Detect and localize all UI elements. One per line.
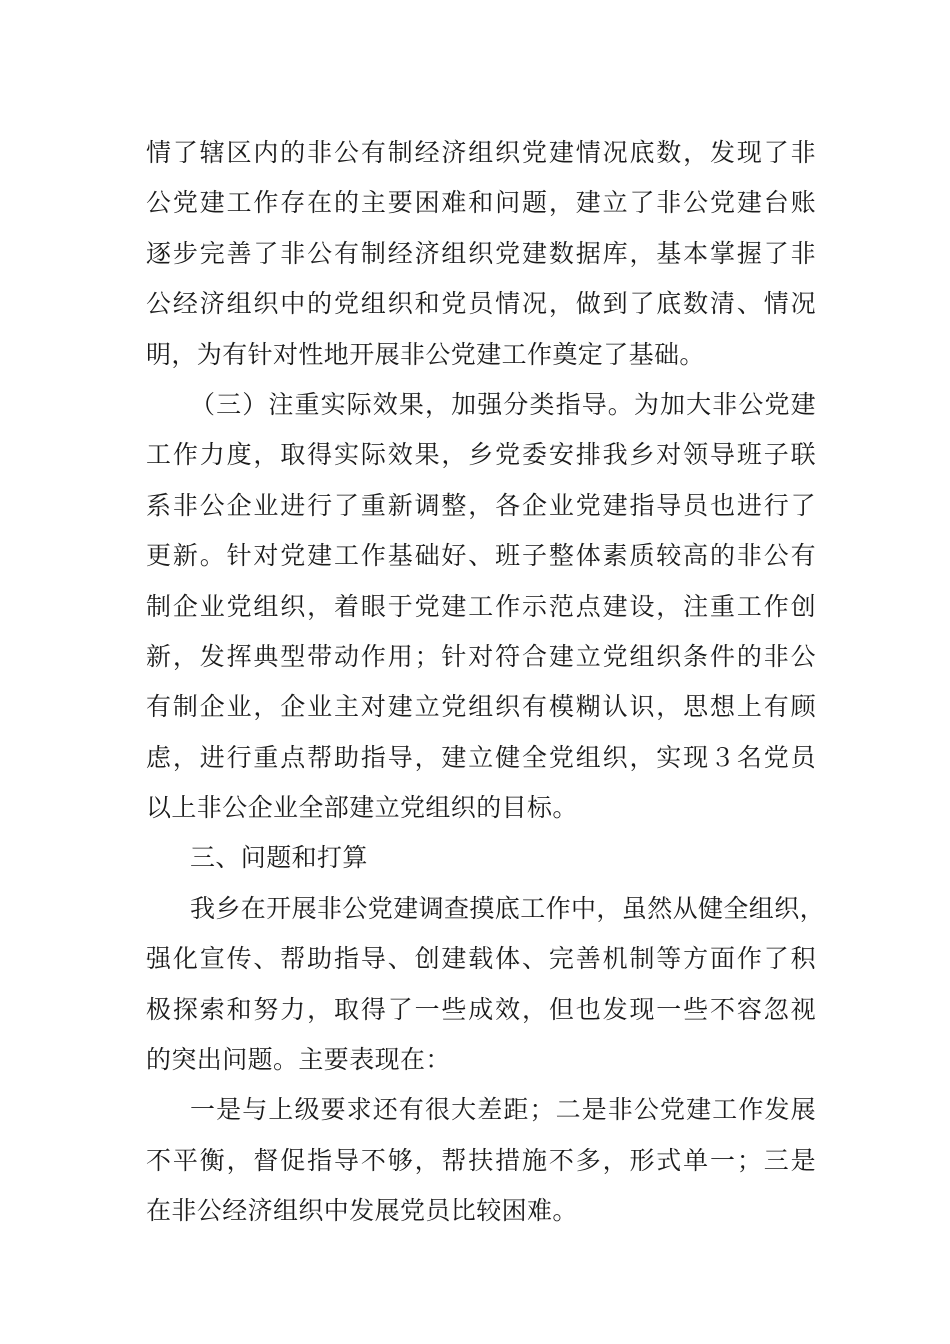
text-line: 虑，进行重点帮助指导，建立健全党组织，实现３名党员 [146, 742, 816, 772]
text-line: 在非公经济组织中发展党员比较困难。 [146, 1196, 578, 1226]
text-line: 极探索和努力，取得了一些成效，但也发现一些不容忽视 [146, 994, 816, 1024]
body-text [146, 128, 826, 1237]
text-line: 情了辖区内的非公有制经济组织党建情况底数，发现了非 [146, 138, 816, 167]
text-line: 新，发挥典型带动作用；针对符合建立党组织条件的非公 [146, 641, 816, 671]
text-line: 的突出问题。主要表现在： [146, 1045, 451, 1075]
text-line: 工作力度，取得实际效果，乡党委安排我乡对领导班子联 [146, 440, 816, 470]
text-line: 公经济组织中的党组织和党员情况，做到了底数清、情况 [146, 289, 816, 319]
text-line: 制企业党组织，着眼于党建工作示范点建设，注重工作创 [146, 591, 816, 621]
text-line: 公党建工作存在的主要困难和问题，建立了非公党建台账 [146, 188, 816, 218]
text-line: 系非公企业进行了重新调整，各企业党建指导员也进行了 [146, 490, 816, 520]
text-line: 更新。针对党建工作基础好、班子整体素质较高的非公有 [146, 541, 816, 571]
text-line: 三、问题和打算 [190, 843, 368, 873]
text-line: 我乡在开展非公党建调查摸底工作中，虽然从健全组织， [190, 893, 826, 923]
text-line: 以上非公企业全部建立党组织的目标。 [146, 793, 578, 823]
text-line: 逐步完善了非公有制经济组织党建数据库，基本掌握了非 [146, 238, 816, 268]
text-line: （三）注重实际效果，加强分类指导。为加大非公党建 [190, 389, 816, 419]
text-line: 不平衡，督促指导不够，帮扶措施不多，形式单一；三是 [146, 1145, 816, 1175]
text-line: 有制企业，企业主对建立党组织有模糊认识，思想上有顾 [146, 692, 816, 722]
text-line: 明，为有针对性地开展非公党建工作奠定了基础。 [146, 339, 705, 369]
text-line: 强化宣传、帮助指导、创建载体、完善机制等方面作了积 [146, 944, 816, 974]
text-line: 一是与上级要求还有很大差距；二是非公党建工作发展 [190, 1095, 816, 1125]
